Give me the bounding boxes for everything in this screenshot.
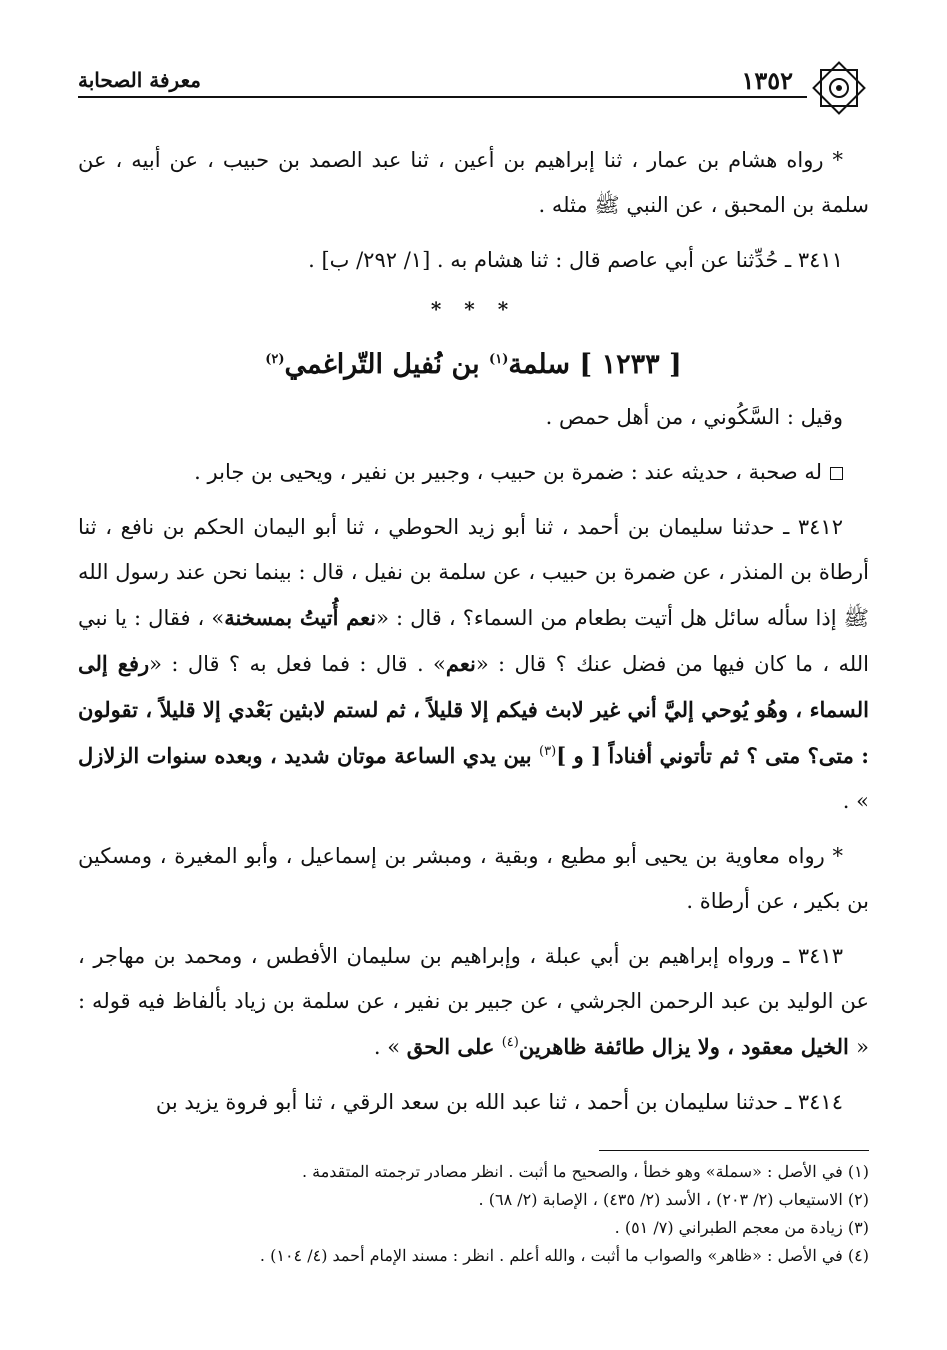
hadith-text: الخيل معقود ، ولا يزال طائفة ظاهرين bbox=[518, 1034, 857, 1059]
entry-number: [ ١٢٣٣ ] bbox=[579, 349, 682, 380]
text-run: » . قال : فما فعل به ؟ قال : « bbox=[149, 652, 446, 676]
hadith-3411: ٣٤١١ ـ حُدِّثنا عن أبي عاصم قال : ثنا هشام به . [١/ ٢٩٢/ ب] . bbox=[308, 248, 843, 272]
section-heading bbox=[78, 342, 869, 387]
footnote-4: (٤) في الأصل : «ظاهر» والصواب ما أثبت ، والله أعلم . انظر : مسند الإمام أحمد (٤/ ١٠٤) . bbox=[259, 1246, 869, 1265]
hadith-text: بين يدي الساعة موتان شديد ، وبعده سنوات الزلازل bbox=[78, 743, 540, 768]
text-run: » . bbox=[373, 1035, 407, 1059]
footnote-ref: (١) bbox=[489, 352, 509, 367]
hadith-3412 bbox=[78, 505, 869, 824]
text-run: ٣٤١٣ ـ ورواه إبراهيم بن أبي عبلة ، وإبراهيم بن سليمان الأفطس ، ومحمد بن مهاجر ، عن الوليد بن عبد الرحمن الجرشي ، عن جبير بن نفير ، عن سلمة بن زياد بألفاظ فيه قوله : « bbox=[78, 944, 869, 1059]
hadith-text: نعم أُتيتُ بمسخنة bbox=[224, 605, 377, 630]
text-run: » . bbox=[842, 789, 869, 813]
main-text bbox=[78, 138, 869, 1135]
paragraph: * رواه هشام بن عمار ، ثنا إبراهيم بن أعين ، ثنا عبد الصمد بن حبيب ، عن أبيه ، عن سلمة بن المحبق ، عن النبي ﷺ مثله . bbox=[78, 148, 869, 217]
square-bullet-icon bbox=[830, 467, 843, 480]
paragraph-text: له صحبة ، حديثه عند : ضمرة بن حبيب ، وجبير بن نفير ، ويحيى بن جابر . bbox=[194, 460, 822, 484]
footnote-2: (٢) الاستيعاب (٢/ ٢٠٣) ، الأسد (٢/ ٤٣٥) ، الإصابة (٢/ ٦٨) . bbox=[478, 1190, 869, 1209]
text-run: ٣٤١٢ ـ حدثنا سليمان بن أحمد ، ثنا أبو زيد الحوطي ، ثنا أبو اليمان الحكم بن نافع ، ثنا أرطاة بن المنذر ، عن ضمرة بن حبيب ، عن سلمة بن نفيل ، قال : بينما نحن عند رسول الله ﷺ إذا سأله سائل هل أتيت بطعام من السماء؟ ، قال : « bbox=[78, 515, 869, 630]
text-run: » ، فقال : يا نبي الله ، ما كان فيها من فضل عنك ؟ قال : « bbox=[78, 606, 869, 676]
hadith-text: على الحق bbox=[406, 1034, 502, 1059]
entry-name: سلمة bbox=[508, 349, 570, 380]
page-header bbox=[78, 58, 869, 98]
footnote-1: (١) في الأصل : «سملة» وهو خطأ ، والصحيح ما أثبت . انظر مصادر ترجمته المتقدمة . bbox=[301, 1162, 869, 1181]
footnotes bbox=[78, 1158, 869, 1270]
hadith-3413 bbox=[78, 934, 869, 1070]
footnote-ref: (٣) bbox=[539, 744, 557, 759]
paragraph: وقيل : السَّكُوني ، من أهل حمص . bbox=[545, 405, 843, 429]
page-number: ١٣٥٢ bbox=[741, 66, 793, 95]
header-rule bbox=[78, 96, 807, 98]
footnote-ref: (٢) bbox=[265, 352, 285, 367]
footnote-3: (٣) زيادة من معجم الطبراني (٧/ ٥١) . bbox=[614, 1218, 869, 1237]
ornament-icon bbox=[809, 58, 869, 118]
hadith-text: رفع إلى السماء ، وهُو يُوحي إليَّ أني غير لابث فيكم إلا قليلاً ، ثم لستم لابثين بَعْدي إلا قليلاً ، تقولون : متى؟ متى ؟ ثم تأتوني أفناداً [ و ] bbox=[78, 651, 869, 768]
running-title: معرفة الصحابة bbox=[78, 68, 201, 92]
paragraph bbox=[78, 450, 869, 495]
paragraph: * رواه معاوية بن يحيى أبو مطيع ، وبقية ، ومبشر بن إسماعيل ، وأبو المغيرة ، ومسكين بن بكير ، عن أرطاة . bbox=[78, 844, 869, 913]
footnote-rule bbox=[599, 1150, 869, 1151]
footnote-ref: (٤) bbox=[501, 1035, 519, 1050]
section-divider: * * * bbox=[430, 297, 517, 321]
entry-name-rest: بن نُفيل التّراغمي bbox=[284, 349, 480, 380]
hadith-3414: ٣٤١٤ ـ حدثنا سليمان بن أحمد ، ثنا عبد الله بن سعد الرقي ، ثنا أبو فروة يزيد بن bbox=[155, 1090, 843, 1114]
hadith-text: نعم bbox=[445, 651, 476, 676]
